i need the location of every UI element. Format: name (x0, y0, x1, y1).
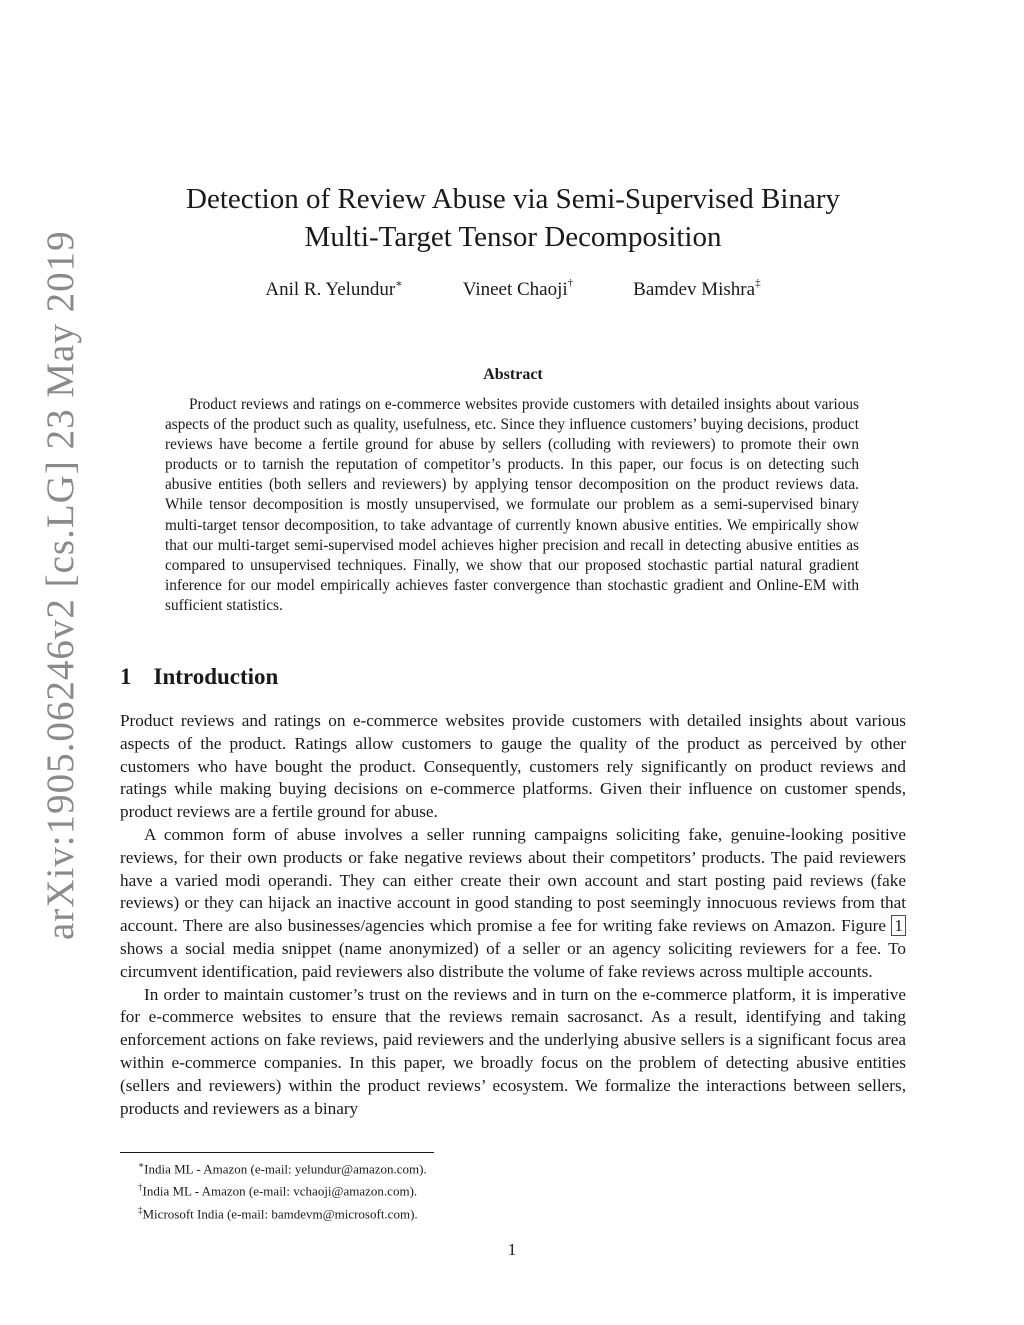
paper-title (120, 180, 906, 256)
abstract-heading: Abstract (483, 366, 543, 383)
footnote-rule (120, 1152, 434, 1153)
footnote-mark: † (138, 1182, 143, 1193)
paragraph: Product reviews and ratings on e-commerce websites provide customers with detailed insights about various aspects of the product. Ratings allow customers to gauge the quality of the product as perceived by other customers who have bought the product. Consequently, customers rely significantly on product reviews and ratings while making buying decisions on e-commerce platforms. Given their influence on customer spends, product reviews are a fertile ground for abuse. (120, 711, 906, 822)
author-name: Bamdev Mishra (633, 279, 756, 300)
abstract-body (165, 395, 859, 616)
author (265, 279, 402, 301)
introduction-body (120, 710, 906, 1120)
author (463, 279, 573, 301)
footnote-text: India ML - Amazon (e-mail: vchaoji@amazon.com). (142, 1183, 418, 1199)
paragraph-text: shows a social media snippet (name anonymized) of a seller or an agency soliciting reviewers for a fee. To circumvent identification, paid reviewers also distribute the volume of fake reviews across multiple accounts. (120, 938, 906, 981)
author-name: Anil R. Yelundur (265, 279, 396, 300)
footnote-mark: ‡ (138, 1204, 143, 1215)
paragraph (120, 824, 906, 984)
paragraph-text: A common form of abuse involves a seller running campaigns soliciting fake, genuine-looking positive reviews, for their own products or fake negative reviews about their competitors’ products. The paid reviewers have a varied modi operandi. They can either create their own account and start posting paid reviews (fake reviews) or they can hijack an inactive account in good standing to post seemingly innocuous reviews from that account. There are also businesses/agencies which promise a fee for writing fake reviews on Amazon. Figure (120, 824, 906, 936)
paragraph: In order to maintain customer’s trust on the reviews and in turn on the e-commerce platform, it is imperative for e-commerce websites to ensure that the reviews remain sacrosanct. As a result, identifying and taking enforcement actions on fake reviews, paid reviewers and the underlying abusive sellers is a significant focus area within e-commerce companies. In this paper, we broadly focus on the problem of detecting abusive entities (sellers and reviewers) within the product reviews’ ecosystem. We formalize the interactions between sellers, products and reviewers as a binary (120, 984, 906, 1118)
author-name: Vineet Chaoji (462, 279, 568, 300)
abstract-text: Product reviews and ratings on e-commerce websites provide customers with detailed insights about various aspects of the product such as quality, usefulness, etc. Since they influence customers’ buying decisions, product reviews have become a fertile ground for abuse by sellers (colluding with reviewers) to promote their own products or to tarnish the reputation of competitor’s products. In this paper, our focus is on detecting such abusive entities (both sellers and reviewers) by applying tensor decomposition on the product reviews data. While tensor decomposition is mostly unsupervised, we formulate our problem as a semi-supervised binary multi-target tensor decomposition, to take advantage of currently known abusive entities. We empirically show that our multi-target semi-supervised model achieves higher precision and recall in detecting abusive entities as compared to unsupervised techniques. Finally, we show that our proposed stochastic partial natural gradient inference for our model empirically achieves faster convergence than stochastic gradient and Online-EM with sufficient statistics. (165, 396, 859, 614)
page-number: 1 (507, 1240, 517, 1259)
footnote-text: India ML - Amazon (e-mail: yelundur@amazon.com). (144, 1161, 427, 1177)
arxiv-identifier: arXiv:1905.06246v2 [cs.LG] 23 May 2019 (39, 230, 82, 940)
author (633, 279, 760, 301)
title-line-1: Detection of Review Abuse via Semi-Supervised Binary (186, 183, 840, 215)
footnote (138, 1156, 427, 1178)
section-heading (120, 664, 278, 690)
section-number: 1 (120, 664, 132, 689)
section-title: Introduction (153, 664, 279, 689)
author-list (120, 279, 906, 301)
footnote (138, 1201, 427, 1223)
author-footnote-mark[interactable]: ‡ (755, 277, 761, 289)
title-line-2: Multi-Target Tensor Decomposition (304, 221, 722, 253)
figure-link[interactable]: 1 (891, 915, 906, 936)
footnote-text: Microsoft India (e-mail: bamdevm@microsoft.com). (142, 1205, 418, 1221)
author-footnote-mark[interactable]: ∗ (395, 278, 403, 290)
footnote-mark: ∗ (138, 1160, 145, 1170)
footnotes (138, 1156, 427, 1223)
footnote (138, 1178, 427, 1200)
author-footnote-mark[interactable]: † (567, 277, 574, 289)
